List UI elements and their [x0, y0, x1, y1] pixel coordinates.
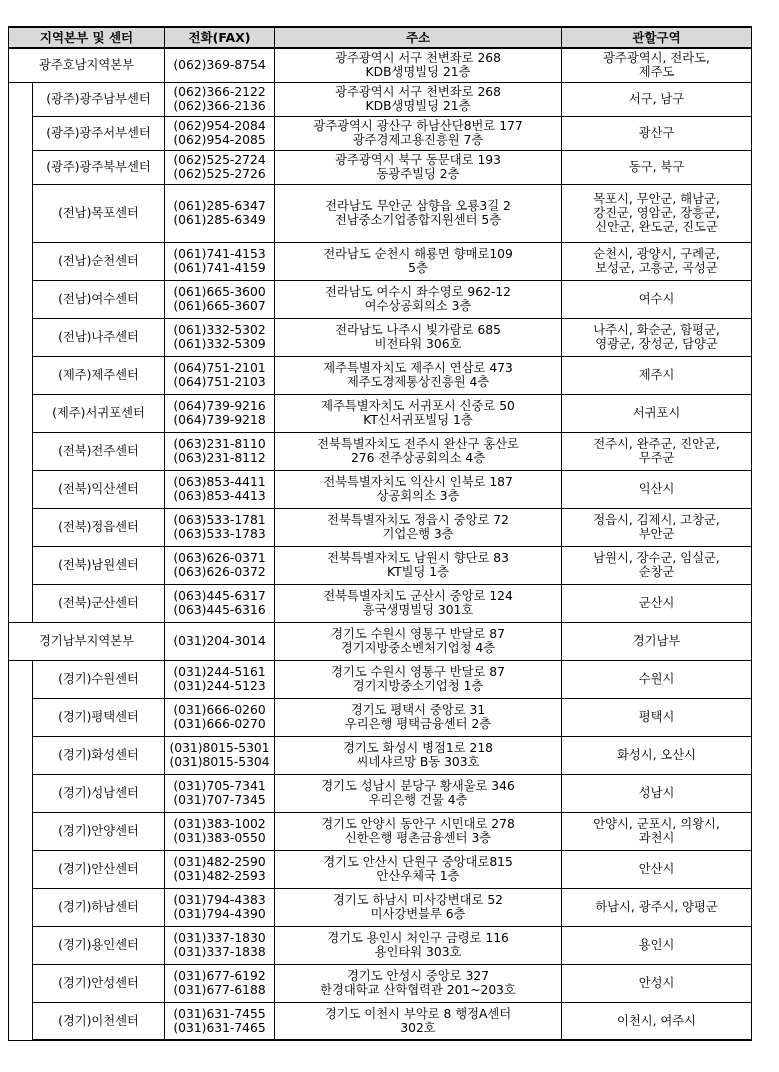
- address-cell-line: 상공회의소 3층: [376, 489, 460, 503]
- phone-cell-line: (064)751-2103: [173, 375, 266, 389]
- hq-name: 경기남부지역본부: [9, 622, 165, 660]
- area-cell: [562, 698, 752, 736]
- address-cell-line: 경기도 안성시 중앙로 327: [346, 969, 490, 983]
- address-cell-line: KT신서귀포빌딩 1층: [363, 413, 473, 427]
- phone-cell-line: (063)231-8112: [173, 451, 266, 465]
- center-row: [9, 242, 752, 280]
- center-name: (경기)안성센터: [33, 964, 165, 1002]
- address-cell: [275, 394, 562, 432]
- address-cell: [275, 508, 562, 546]
- center-name: (전남)여수센터: [33, 280, 165, 318]
- phone-cell-line: (031)794-4390: [173, 907, 266, 921]
- phone-cell-line: (061)332-5309: [173, 337, 266, 351]
- center-row: [9, 394, 752, 432]
- phone-cell: [165, 660, 275, 698]
- address-cell: [275, 150, 562, 184]
- area-cell: [562, 116, 752, 150]
- address-cell-line: 전남중소기업종합지원센터 5층: [334, 213, 502, 227]
- area-cell: [562, 926, 752, 964]
- address-cell: [275, 356, 562, 394]
- phone-cell-line: (062)525-2724: [173, 153, 266, 167]
- phone-cell-line: (061)332-5302: [173, 323, 266, 337]
- address-cell: [275, 48, 562, 82]
- area-cell-line: 제주도: [638, 65, 675, 80]
- center-row: [9, 280, 752, 318]
- address-cell-line: 경기도 하남시 미사강변대로 52: [333, 893, 503, 907]
- address-cell-line: 경기지방중소기업청 1층: [352, 679, 484, 693]
- phone-cell-line: (063)445-6317: [173, 589, 266, 603]
- area-cell: [562, 736, 752, 774]
- group-indent: [9, 82, 33, 622]
- phone-cell-line: (062)954-2085: [173, 133, 266, 147]
- address-cell-line: 제주특별자치도 제주시 연삼로 473: [323, 361, 513, 375]
- hq-row: [9, 48, 752, 82]
- area-cell-line: 용인시: [638, 938, 675, 952]
- area-cell-line: 강진군, 영암군, 장흥군,: [593, 206, 720, 220]
- address-cell-line: 제주도경제통상진흥원 4층: [346, 375, 490, 389]
- address-cell: [275, 964, 562, 1002]
- area-cell: [562, 584, 752, 622]
- phone-cell: [165, 356, 275, 394]
- center-name: (경기)안산센터: [33, 850, 165, 888]
- address-cell: [275, 736, 562, 774]
- center-name: (경기)성남센터: [33, 774, 165, 812]
- phone-cell: [165, 82, 275, 116]
- address-cell-line: 302호: [400, 1020, 436, 1035]
- address-cell-line: 신한은행 평촌금융센터 3층: [344, 831, 492, 845]
- phone-cell: [165, 150, 275, 184]
- area-cell: [562, 508, 752, 546]
- center-row: [9, 508, 752, 546]
- address-cell-line: 전북특별자치도 익산시 인북로 187: [323, 475, 513, 489]
- center-name: (광주)광주서부센터: [33, 116, 165, 150]
- header-phone: 전화(FAX): [165, 27, 275, 48]
- center-name: (제주)제주센터: [33, 356, 165, 394]
- phone-cell-line: (031)337-1830: [173, 931, 266, 945]
- address-cell: [275, 774, 562, 812]
- address-cell: [275, 546, 562, 584]
- phone-cell: [165, 812, 275, 850]
- center-row: [9, 812, 752, 850]
- group-indent: [9, 660, 33, 1040]
- center-name: (광주)광주남부센터: [33, 82, 165, 116]
- phone-cell-line: (063)853-4413: [173, 489, 266, 503]
- address-cell-line: 전북특별자치도 군산시 중앙로 124: [323, 589, 513, 603]
- phone-cell: [165, 470, 275, 508]
- phone-cell-line: (061)665-3600: [173, 285, 266, 299]
- address-cell-line: 경기도 화성시 병점1로 218: [343, 741, 493, 755]
- phone-cell-line: (063)626-0372: [173, 565, 266, 579]
- address-cell: [275, 432, 562, 470]
- phone-cell: [165, 850, 275, 888]
- address-cell-line: 276 전주상공회의소 4층: [350, 451, 486, 465]
- phone-cell-line: (031)677-6188: [173, 983, 266, 997]
- address-cell-line: 여수상공회의소 3층: [364, 299, 472, 313]
- area-cell: [562, 82, 752, 116]
- phone-cell-line: (063)853-4411: [173, 475, 266, 489]
- phone-cell-line: (064)739-9218: [173, 413, 266, 427]
- phone-cell-line: (064)751-2101: [173, 361, 266, 375]
- address-cell: [275, 1002, 562, 1040]
- center-row: [9, 926, 752, 964]
- phone-cell-line: (031)482-2590: [173, 855, 266, 869]
- address-cell-line: KDB생명빌딩 21층: [365, 65, 471, 80]
- area-cell-line: 광산구: [638, 126, 675, 140]
- address-cell-line: 전북특별자치도 전주시 완산구 홍산로: [317, 437, 519, 451]
- phone-cell-line: (031)794-4383: [173, 893, 266, 907]
- phone-cell-line: (031)244-5123: [173, 679, 266, 693]
- area-cell-line: 이천시, 여주시: [616, 1013, 697, 1028]
- area-cell: [562, 242, 752, 280]
- center-name: (전남)순천센터: [33, 242, 165, 280]
- phone-cell-line: (031)244-5161: [173, 665, 266, 679]
- phone-cell: [165, 242, 275, 280]
- area-cell: [562, 622, 752, 660]
- phone-cell-line: (063)626-0371: [173, 551, 266, 565]
- phone-cell-line: (031)482-2593: [173, 869, 266, 883]
- address-cell: [275, 470, 562, 508]
- address-cell-line: 동광주빌딩 2층: [376, 167, 460, 181]
- header-area: 관할구역: [562, 27, 752, 48]
- phone-cell: [165, 926, 275, 964]
- area-cell-line: 과천시: [638, 831, 675, 845]
- center-name: (경기)평택센터: [33, 698, 165, 736]
- address-cell-line: 흥국생명빌딩 301호: [362, 603, 474, 617]
- area-cell-line: 여수시: [638, 292, 675, 306]
- phone-cell-line: (031)666-0260: [173, 703, 266, 717]
- center-name: (경기)이천센터: [33, 1002, 165, 1040]
- phone-cell-line: (031)707-7345: [173, 793, 266, 807]
- area-cell: [562, 774, 752, 812]
- area-cell: [562, 1002, 752, 1040]
- area-cell: [562, 150, 752, 184]
- center-row: [9, 660, 752, 698]
- address-cell-line: 경기지방중소벤처기업청 4층: [340, 641, 496, 655]
- address-cell-line: 경기도 용인시 처인구 금령로 116: [327, 931, 509, 945]
- phone-cell-line: (062)369-8754: [173, 58, 266, 73]
- address-cell: [275, 812, 562, 850]
- area-cell: [562, 660, 752, 698]
- phone-cell-line: (063)445-6316: [173, 603, 266, 617]
- area-cell-line: 나주시, 화순군, 함평군,: [593, 323, 720, 337]
- area-cell-line: 군산시: [638, 596, 675, 610]
- area-cell: [562, 432, 752, 470]
- phone-cell: [165, 774, 275, 812]
- center-name: (경기)화성센터: [33, 736, 165, 774]
- area-cell: [562, 850, 752, 888]
- address-cell: [275, 850, 562, 888]
- address-cell-line: 한경대학교 산학협력관 201~203호: [320, 983, 516, 997]
- center-name: (광주)광주북부센터: [33, 150, 165, 184]
- address-cell-line: 경기도 수원시 영통구 반달로 87: [331, 665, 505, 679]
- center-row: [9, 470, 752, 508]
- center-row: [9, 698, 752, 736]
- address-cell-line: 경기도 수원시 영통구 반달로 87: [331, 627, 505, 641]
- center-row: [9, 432, 752, 470]
- address-cell-line: 경기도 안산시 단원구 중앙대로815: [323, 855, 513, 869]
- address-cell: [275, 280, 562, 318]
- area-cell-line: 전주시, 완주군, 진안군,: [593, 437, 720, 451]
- area-cell: [562, 394, 752, 432]
- address-cell: [275, 242, 562, 280]
- area-cell-line: 무주군: [638, 451, 675, 465]
- center-name: (전북)익산센터: [33, 470, 165, 508]
- phone-cell: [165, 736, 275, 774]
- center-row: [9, 774, 752, 812]
- regional-center-table: [8, 26, 752, 1041]
- phone-cell: [165, 1002, 275, 1040]
- area-cell-line: 순창군: [638, 565, 675, 579]
- address-cell-line: 제주특별자치도 서귀포시 신중로 50: [321, 399, 515, 413]
- phone-cell-line: (061)285-6347: [173, 199, 266, 213]
- phone-cell-line: (031)8015-5301: [169, 741, 270, 755]
- phone-cell-line: (061)665-3607: [173, 299, 266, 313]
- area-cell: [562, 280, 752, 318]
- phone-cell-line: (031)204-3014: [173, 634, 266, 648]
- phone-cell-line: (061)285-6349: [173, 213, 266, 227]
- address-cell-line: 5층: [408, 261, 428, 275]
- area-cell-line: 성남시: [638, 786, 675, 800]
- phone-cell-line: (031)631-7465: [173, 1020, 266, 1035]
- address-cell-line: 전라남도 무안군 삼향읍 오룡3길 2: [325, 199, 511, 213]
- area-cell-line: 화성시, 오산시: [616, 748, 697, 762]
- phone-cell-line: (031)383-0550: [173, 831, 266, 845]
- center-name: (경기)용인센터: [33, 926, 165, 964]
- area-cell-line: 남원시, 장수군, 임실군,: [593, 551, 720, 565]
- address-cell: [275, 318, 562, 356]
- area-cell-line: 목포시, 무안군, 해남군,: [593, 192, 720, 206]
- address-cell: [275, 116, 562, 150]
- area-cell-line: 안성시: [638, 976, 675, 990]
- phone-cell-line: (062)525-2726: [173, 167, 266, 181]
- phone-cell-line: (063)231-8110: [173, 437, 266, 451]
- area-cell-line: 광주광역시, 전라도,: [603, 51, 710, 66]
- phone-cell: [165, 116, 275, 150]
- area-cell-line: 순천시, 광양시, 구례군,: [593, 247, 720, 261]
- area-cell: [562, 812, 752, 850]
- address-cell-line: 씨네샤르망 B동 303호: [356, 755, 480, 769]
- center-name: (제주)서귀포센터: [33, 394, 165, 432]
- phone-cell: [165, 546, 275, 584]
- area-cell-line: 하남시, 광주시, 양평군: [595, 900, 718, 914]
- phone-cell: [165, 508, 275, 546]
- table-header-row: [9, 27, 752, 48]
- area-cell-line: 익산시: [638, 482, 675, 496]
- center-row: [9, 736, 752, 774]
- center-name: (전북)정읍센터: [33, 508, 165, 546]
- phone-cell-line: (031)631-7455: [173, 1006, 266, 1021]
- address-cell: [275, 82, 562, 116]
- center-row: [9, 584, 752, 622]
- phone-cell-line: (031)677-6192: [173, 969, 266, 983]
- phone-cell-line: (062)954-2084: [173, 119, 266, 133]
- area-cell: [562, 48, 752, 82]
- header-region: 지역본부 및 센터: [9, 27, 165, 48]
- center-name: (전북)군산센터: [33, 584, 165, 622]
- address-cell-line: KDB생명빌딩 21층: [365, 99, 471, 113]
- area-cell-line: 부안군: [638, 527, 675, 541]
- area-cell-line: 수원시: [638, 672, 675, 686]
- address-cell: [275, 926, 562, 964]
- area-cell-line: 평택시: [638, 710, 675, 724]
- area-cell-line: 동구, 북구: [628, 160, 685, 174]
- address-cell-line: 우리은행 건물 4층: [368, 793, 468, 807]
- address-cell: [275, 184, 562, 242]
- address-cell-line: 광주광역시 광산구 하남산단8번로 177: [313, 119, 523, 133]
- address-cell-line: 전라남도 나주시 빛가람로 685: [335, 323, 501, 337]
- address-cell: [275, 888, 562, 926]
- phone-cell: [165, 964, 275, 1002]
- address-cell-line: 광주광역시 서구 천변좌로 268: [335, 51, 501, 66]
- address-cell-line: 경기도 성남시 분당구 황새울로 346: [321, 779, 515, 793]
- center-name: (전남)목포센터: [33, 184, 165, 242]
- phone-cell-line: (062)366-2136: [173, 99, 266, 113]
- center-name: (전북)남원센터: [33, 546, 165, 584]
- phone-cell-line: (063)533-1783: [173, 527, 266, 541]
- center-name: (전북)전주센터: [33, 432, 165, 470]
- area-cell-line: 서구, 남구: [628, 92, 685, 106]
- phone-cell: [165, 622, 275, 660]
- phone-cell-line: (031)666-0270: [173, 717, 266, 731]
- phone-cell-line: (061)741-4153: [173, 247, 266, 261]
- header-address: 주소: [275, 27, 562, 48]
- address-cell: [275, 584, 562, 622]
- center-row: [9, 356, 752, 394]
- area-cell-line: 안양시, 군포시, 의왕시,: [593, 817, 720, 831]
- phone-cell: [165, 584, 275, 622]
- center-row: [9, 318, 752, 356]
- address-cell-line: 우리은행 평택금융센터 2층: [344, 717, 492, 731]
- address-cell-line: KT빌딩 1층: [387, 565, 450, 579]
- center-name: (전남)나주센터: [33, 318, 165, 356]
- phone-cell: [165, 394, 275, 432]
- address-cell-line: 전라남도 순천시 해룡면 향매로109: [323, 247, 513, 261]
- area-cell: [562, 546, 752, 584]
- hq-name: 광주호남지역본부: [9, 48, 165, 82]
- phone-cell: [165, 318, 275, 356]
- address-cell-line: 경기도 평택시 중앙로 31: [350, 703, 486, 717]
- center-row: [9, 184, 752, 242]
- address-cell-line: 전라남도 여수시 좌수영로 962-12: [325, 285, 511, 299]
- address-cell-line: 기업은행 3층: [382, 527, 454, 541]
- center-row: [9, 150, 752, 184]
- address-cell-line: 미사강변블루 6층: [370, 907, 466, 921]
- phone-cell-line: (061)741-4159: [173, 261, 266, 275]
- address-cell: [275, 698, 562, 736]
- phone-cell-line: (031)383-1002: [173, 817, 266, 831]
- center-row: [9, 964, 752, 1002]
- area-cell: [562, 888, 752, 926]
- area-cell-line: 안산시: [638, 862, 675, 876]
- phone-cell-line: (062)366-2122: [173, 85, 266, 99]
- hq-row: [9, 622, 752, 660]
- phone-cell-line: (064)739-9216: [173, 399, 266, 413]
- phone-cell: [165, 698, 275, 736]
- address-cell-line: 경기도 이천시 부악로 8 행정A센터: [324, 1006, 512, 1021]
- center-name: (경기)수원센터: [33, 660, 165, 698]
- phone-cell: [165, 888, 275, 926]
- center-row: [9, 888, 752, 926]
- area-cell: [562, 318, 752, 356]
- phone-cell-line: (063)533-1781: [173, 513, 266, 527]
- center-name: (경기)하남센터: [33, 888, 165, 926]
- area-cell: [562, 964, 752, 1002]
- center-row: [9, 116, 752, 150]
- area-cell: [562, 470, 752, 508]
- center-row: [9, 82, 752, 116]
- area-cell-line: 서귀포시: [632, 406, 681, 420]
- phone-cell: [165, 432, 275, 470]
- area-cell-line: 정읍시, 김제시, 고창군,: [593, 513, 720, 527]
- center-name: (경기)안양센터: [33, 812, 165, 850]
- address-cell-line: 전북특별자치도 정읍시 중앙로 72: [327, 513, 509, 527]
- area-cell-line: 영광군, 장성군, 담양군: [595, 337, 718, 351]
- area-cell-line: 경기남부: [632, 634, 681, 648]
- center-row: [9, 1002, 752, 1040]
- address-cell-line: 광주경제고용진흥원 7층: [352, 133, 484, 147]
- area-cell-line: 제주시: [638, 368, 675, 382]
- address-cell-line: 용인타워 303호: [374, 945, 462, 959]
- address-cell-line: 광주광역시 서구 천변좌로 268: [335, 85, 501, 99]
- phone-cell: [165, 48, 275, 82]
- phone-cell-line: (031)705-7341: [173, 779, 266, 793]
- address-cell: [275, 660, 562, 698]
- area-cell: [562, 184, 752, 242]
- phone-cell: [165, 184, 275, 242]
- phone-cell-line: (031)8015-5304: [169, 755, 270, 769]
- address-cell-line: 경기도 안양시 동안구 시민대로 278: [321, 817, 515, 831]
- table-body: [9, 48, 752, 1040]
- area-cell-line: 신안군, 완도군, 진도군: [595, 220, 718, 234]
- area-cell: [562, 356, 752, 394]
- address-cell-line: 안산우체국 1층: [376, 869, 460, 883]
- center-row: [9, 850, 752, 888]
- phone-cell: [165, 280, 275, 318]
- address-cell-line: 비전타워 306호: [374, 337, 462, 351]
- address-cell-line: 광주광역시 북구 동문대로 193: [335, 153, 501, 167]
- phone-cell-line: (031)337-1838: [173, 945, 266, 959]
- area-cell-line: 보성군, 고흥군, 곡성군: [595, 261, 718, 275]
- address-cell-line: 전북특별자치도 남원시 향단로 83: [327, 551, 509, 565]
- center-row: [9, 546, 752, 584]
- address-cell: [275, 622, 562, 660]
